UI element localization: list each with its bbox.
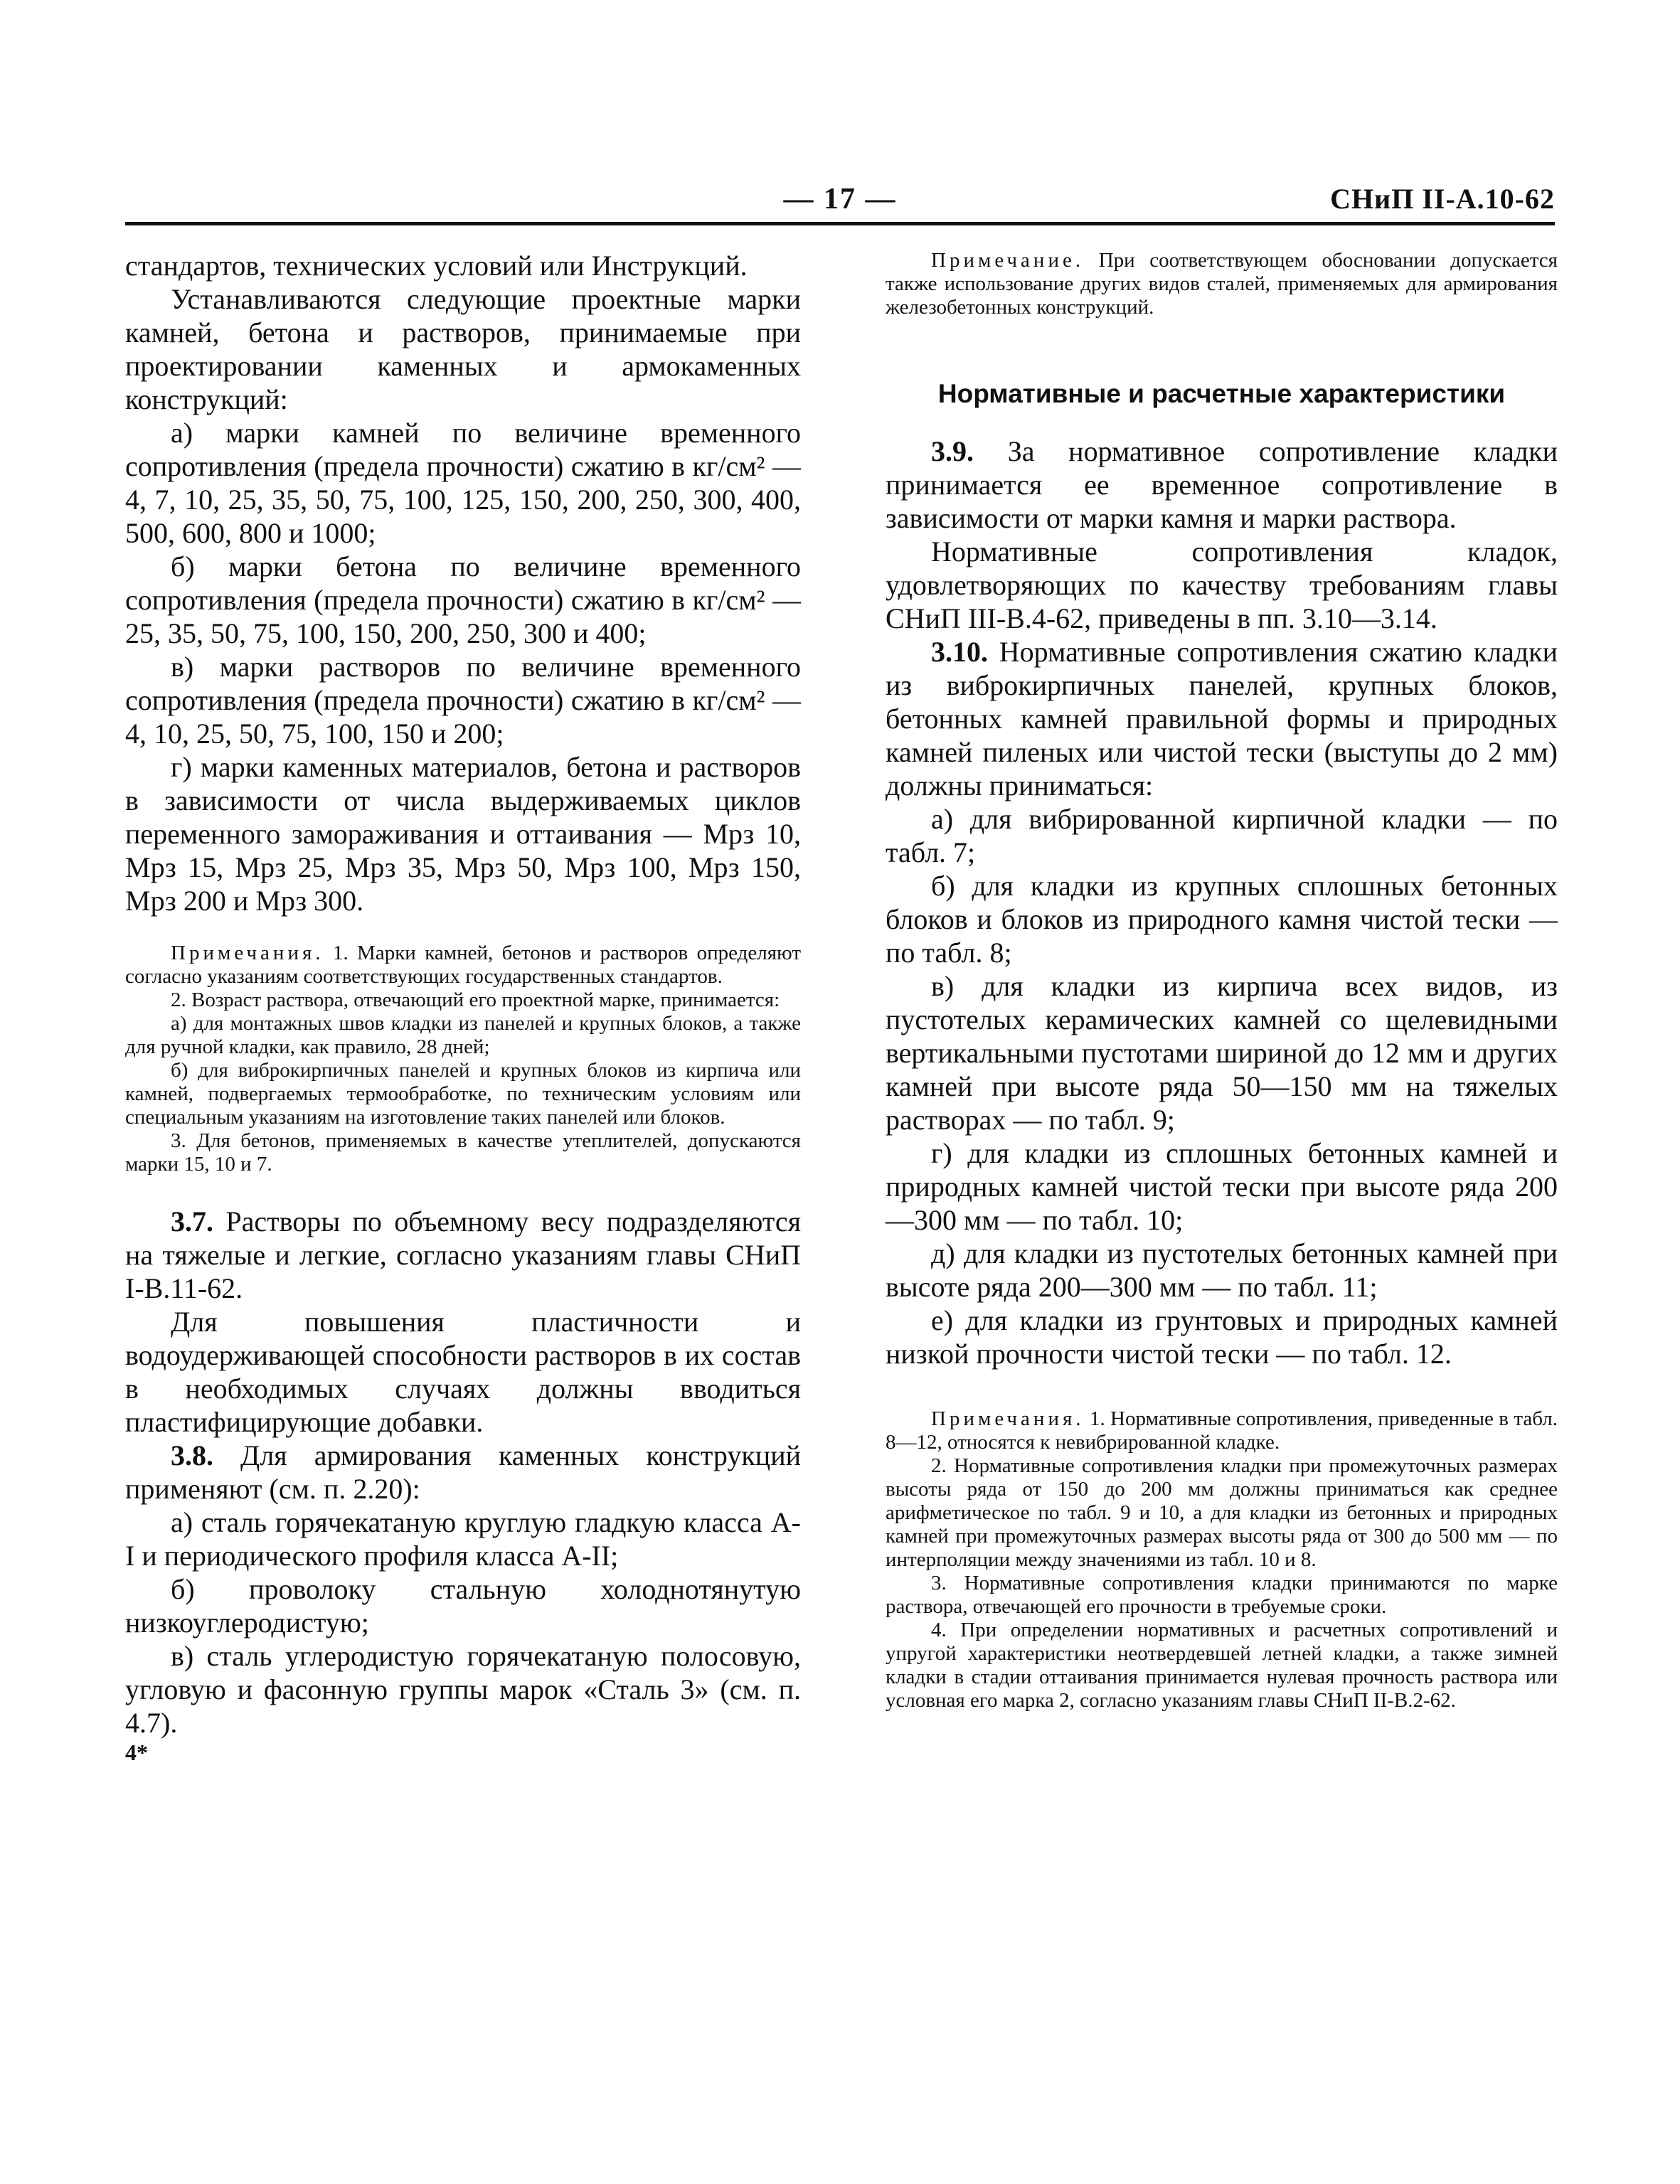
right-column — [886, 249, 1558, 1712]
paragraph-3-7: 3.7. Растворы по объемному весу подразделяются на тяжелые и легкие, согласно указаниям главы СНиП I-В.11-62. — [125, 1205, 801, 1304]
right-note-3: 3. Нормативные сопротивления кладки принимаются по марке раствора, отвечающей его прочности в требуемые сроки. — [886, 1572, 1558, 1618]
right-notes-label: Примечания. — [931, 1407, 1085, 1430]
table-item-a: а) для вибрированной кирпичной кладки — по табл. 7; — [886, 803, 1558, 868]
left-column — [125, 249, 801, 1766]
grade-item-a: а) марки камней по величине временного сопротивления (предела прочности) сжатию в кг/см² — 4, 7, 10, 25, 35, 50, 75, 100, 125, 150, 200, 250, 300, 400, 500, 600, 800 и 1000; — [125, 417, 801, 549]
steel-item-a: а) сталь горячекатаную круглую гладкую класса А-I и периодического профиля класса А-II; — [125, 1506, 801, 1572]
note-2: 2. Возраст раствора, отвечающий его проектной марке, принимается: — [171, 989, 780, 1011]
paragraph-3-8: 3.8. Для армирования каменных конструкций применяют (см. п. 2.20): — [125, 1439, 802, 1505]
grade-item-b: б) марки бетона по величине временного сопротивления (предела прочности) сжатию в кг/см² — 25, 35, 50, 75, 100, 150, 200, 250, 300 и 400; — [125, 550, 801, 649]
page-header — [125, 178, 1555, 223]
note-2b: б) для виброкирпичных панелей и крупных блоков из кирпича или камней, подвергаемых термообработке, по техническим условиям или специальным указаниям на изготовление таких панелей или блоков. — [125, 1059, 801, 1129]
table-item-v: в) для кладки из кирпича всех видов, из пустотелых керамических камней со щелевидными вертикальными пустотами шириной до 12 мм и других камней при высоте ряда 50—150 мм на тяжелых растворах — по табл. 9; — [886, 970, 1558, 1136]
table-item-b: б) для кладки из крупных сплошных бетонных блоков и блоков из природного камня чистой тески — по табл. 8; — [886, 870, 1558, 969]
note-3: 3. Для бетонов, применяемых в качестве утеплителей, допускаются марки 15, 10 и 7. — [125, 1129, 801, 1176]
signature-mark: 4* — [125, 1740, 148, 1765]
paragraph-3-9: 3.9. За нормативное сопротивление кладки принимается ее временное сопротивление в зависимости от марки камня и марки раствора. — [886, 435, 1558, 534]
section-heading: Нормативные и расчетные характеристики — [937, 379, 1506, 408]
table-item-g: г) для кладки из сплошных бетонных камней и природных камней чистой тески при высоте ряда 200—300 мм — по табл. 10; — [886, 1137, 1558, 1236]
grade-item-g: г) марки каменных материалов, бетона и растворов в зависимости от числа выдерживаемых циклов переменного замораживания и оттаивания — Мрз 10, Мрз 15, Мрз 25, Мрз 35, Мрз 50, Мрз 100, Мрз 150, Мрз 200 и Мрз 300. — [125, 751, 801, 917]
right-note-2: 2. Нормативные сопротивления кладки при промежуточных размерах высоты ряда от 150 до 200 мм должны приниматься как среднее арифметическое по табл. 9 и 10, а для кладки из бетонных и природных камней при промежуточных размерах высоты ряда от 300 до 500 мм — по интерполяции между значениями из табл. 10 и 8. — [886, 1454, 1558, 1571]
steel-item-b: б) проволоку стальную холоднотянутую низкоуглеродистую; — [125, 1573, 801, 1639]
plasticity-paragraph: Для повышения пластичности и водоудерживающей способности растворов в их состав в необходимых случаях должны вводиться пластифицирующие добавки. — [125, 1306, 801, 1438]
grades-intro-paragraph: Устанавливаются следующие проектные марки камней, бетона и растворов, принимаемые при проектировании каменных и армокаменных конструкций: — [125, 283, 801, 415]
grade-item-v: в) марки растворов по величине временного сопротивления (предела прочности) сжатию в кг/см² — 4, 10, 25, 50, 75, 100, 150 и 200; — [125, 651, 801, 750]
steel-note: Примечание. При соответствующем обосновании допускается также использование других видов сталей, применяемых для армирования железобетонных конструкций. — [886, 249, 1558, 319]
norm-intro-paragraph: Нормативные сопротивления кладок, удовлетворяющих по качеству требованиям главы СНиП III-В.4-62, приведены в пп. 3.10—3.14. — [886, 536, 1558, 634]
note-2a: а) для монтажных швов кладки из панелей и крупных блоков, а также для ручной кладки, как правило, 28 дней; — [125, 1012, 801, 1058]
table-item-e: е) для кладки из грунтовых и природных камней низкой прочности чистой тески — по табл. 12. — [886, 1304, 1558, 1370]
note-label: Примечание. — [931, 249, 1085, 272]
note-1: Примечания. 1. Марки камней, бетонов и растворов определяют согласно указаниям соответствующих государственных стандартов. — [125, 942, 801, 988]
right-note-1: Примечания. 1. Нормативные сопротивления, приведенные в табл. 8—12, относятся к невибрированной кладке. — [886, 1407, 1558, 1454]
table-item-d: д) для кладки из пустотелых бетонных камней при высоте ряда 200—300 мм — по табл. 11; — [886, 1237, 1558, 1303]
document-code: СНиП II-А.10-62 — [1330, 183, 1555, 215]
continuation-paragraph: стандартов, технических условий или Инструкций. — [125, 250, 748, 282]
paragraph-3-10: 3.10. Нормативные сопротивления сжатию кладки из виброкирпичных панелей, крупных блоков, бетонных камней правильной формы и природных камней пиленых или чистой тески (выступы до 2 мм) должны приниматься: — [886, 636, 1558, 801]
right-note-4: 4. При определении нормативных и расчетных сопротивлений и упругой характеристики неотвердевшей летней кладки, а также зимней кладки в стадии оттаивания принимается нулевая прочность раствора или условная его марка 2, согласно указаниям главы СНиП II-В.2-62. — [886, 1619, 1558, 1712]
page-number: — 17 — — [783, 183, 897, 215]
header-rule — [125, 222, 1555, 225]
notes-label: Примечания. — [171, 942, 324, 964]
steel-item-v: в) сталь углеродистую горячекатаную полосовую, угловую и фасонную группы марок «Сталь 3» (см. п. 4.7). — [125, 1640, 801, 1739]
